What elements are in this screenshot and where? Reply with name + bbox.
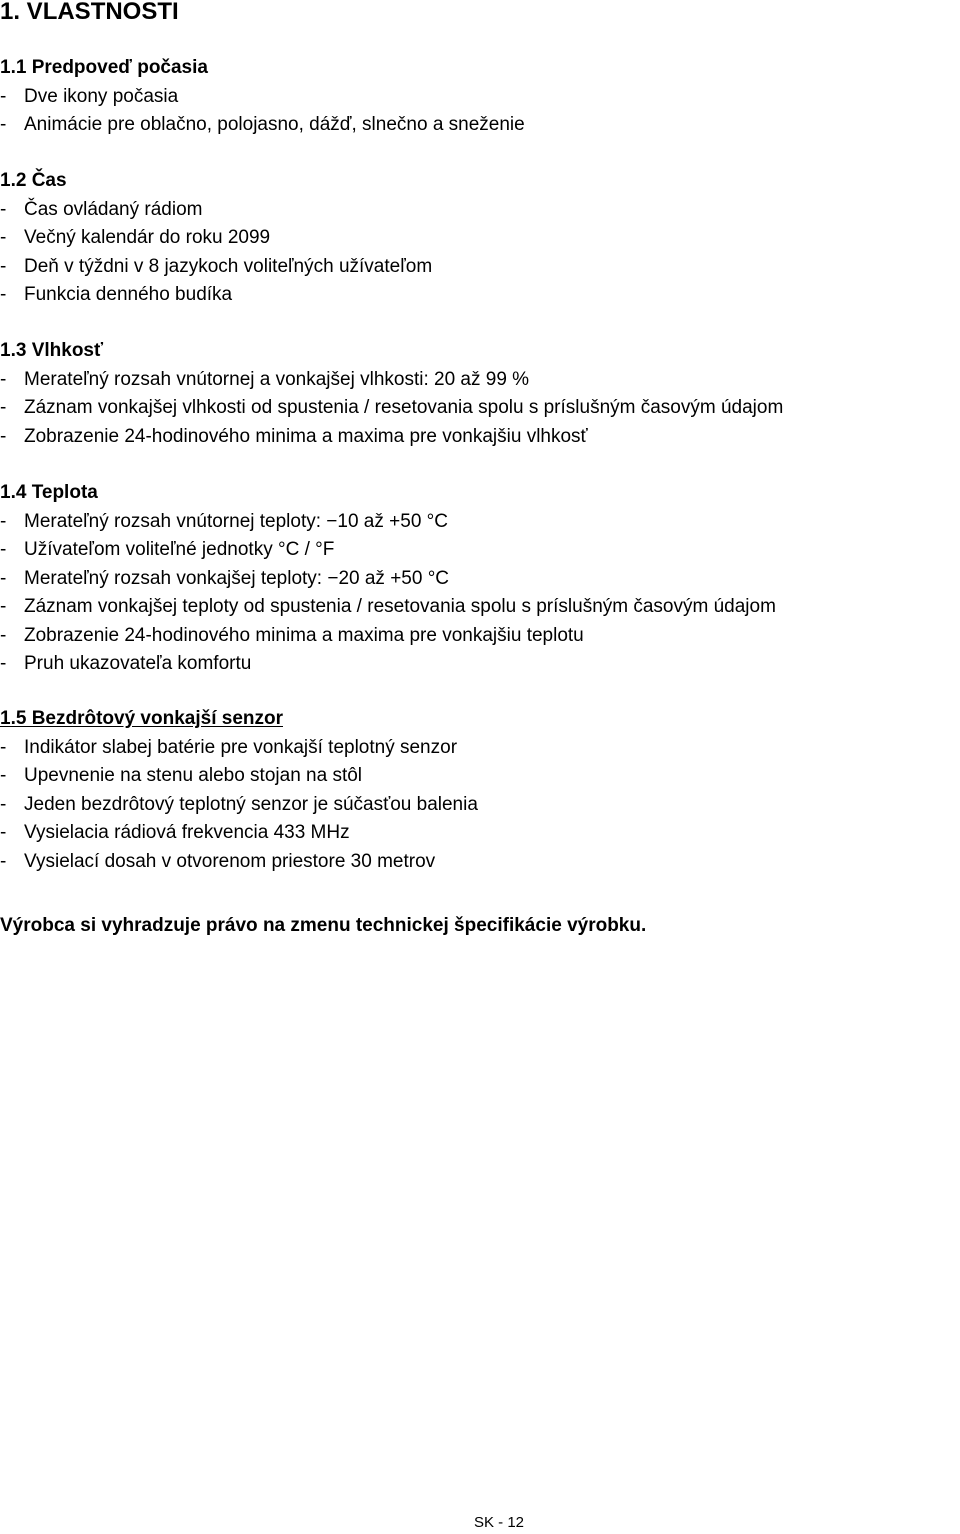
bullet-dash: - [0, 368, 7, 390]
list-item-text: Merateľný rozsah vonkajšej teploty: −20 až +50 °C [24, 567, 450, 589]
list-item-text: Indikátor slabej batérie pre vonkajší teplotný senzor [24, 736, 458, 758]
bullet-dash: - [0, 397, 7, 418]
list-item [0, 423, 783, 452]
list-item-text: Merateľný rozsah vnútornej teploty: −10 až +50 °C [24, 510, 448, 532]
list-item-text: Záznam vonkajšej teploty od spustenia / resetovania spolu s príslušným časovým údajom [24, 596, 776, 617]
list-item-text: Pruh ukazovateľa komfortu [24, 653, 252, 674]
bullet-dash: - [0, 653, 7, 674]
list-item [0, 224, 432, 253]
list-item [0, 394, 783, 423]
list-item-text: Vysielacia rádiová frekvencia 433 MHz [24, 822, 350, 843]
feature-list [0, 83, 525, 140]
bullet-dash: - [0, 284, 7, 305]
list-item-text: Záznam vonkajšej vlhkosti od spustenia / resetovania spolu s príslušným časovým údajom [24, 397, 784, 418]
bullet-dash: - [0, 114, 7, 135]
list-item [0, 762, 478, 791]
list-item-text: Dve ikony počasia [24, 85, 179, 107]
feature-list [0, 196, 432, 310]
bullet-dash: - [0, 567, 7, 589]
page-title: 1. VLASTNOSTI [0, 0, 179, 25]
bullet-dash: - [0, 425, 7, 447]
bullet-dash: - [0, 510, 7, 532]
bullet-dash: - [0, 793, 7, 815]
list-item [0, 848, 478, 877]
section-heading: 1.3 Vlhkosť [0, 340, 104, 361]
list-item [0, 111, 525, 140]
bullet-dash: - [0, 736, 7, 758]
feature-list [0, 366, 783, 452]
list-item-text: Užívateľom voliteľné jednotky °C / °F [24, 539, 335, 560]
list-item [0, 565, 776, 594]
section-time [0, 167, 432, 310]
section-heading: 1.2 Čas [0, 170, 67, 191]
list-item-text: Deň v týždni v 8 jazykoch voliteľných užívateľom [24, 255, 433, 277]
bullet-dash: - [0, 539, 7, 560]
disclaimer-text: Výrobca si vyhradzuje právo na zmenu technickej špecifikácie výrobku. [0, 915, 647, 936]
list-item-text: Animácie pre oblačno, polojasno, dážď, slnečno a sneženie [24, 114, 525, 135]
bullet-dash: - [0, 624, 7, 646]
list-item [0, 622, 776, 651]
list-item [0, 819, 478, 848]
list-item-text: Zobrazenie 24-hodinového minima a maxima pre vonkajšiu vlhkosť [24, 425, 588, 447]
bullet-dash: - [0, 227, 7, 248]
section-weather-forecast [0, 54, 525, 140]
bullet-dash: - [0, 765, 7, 786]
list-item-text: Merateľný rozsah vnútornej a vonkajšej vlhkosti: 20 až 99 % [24, 368, 530, 390]
list-item-text: Zobrazenie 24-hodinového minima a maxima pre vonkajšiu teplotu [24, 624, 584, 646]
section-humidity [0, 337, 783, 451]
list-item [0, 734, 478, 763]
list-item [0, 253, 432, 282]
list-item [0, 366, 783, 395]
section-wireless-sensor [0, 705, 478, 876]
section-temperature [0, 479, 776, 679]
list-item-text: Večný kalendár do roku 2099 [24, 227, 271, 248]
bullet-dash: - [0, 596, 7, 617]
list-item-text: Jeden bezdrôtový teplotný senzor je súčasťou balenia [24, 793, 478, 815]
list-item [0, 650, 776, 679]
list-item [0, 281, 432, 310]
section-heading: 1.5 Bezdrôtový vonkajší senzor [0, 708, 283, 729]
list-item [0, 83, 525, 112]
list-item [0, 536, 776, 565]
feature-list [0, 508, 776, 679]
section-heading: 1.4 Teplota [0, 482, 98, 503]
page-number: SK - 12 [474, 1514, 525, 1531]
list-item [0, 791, 478, 820]
list-item-text: Čas ovládaný rádiom [24, 198, 203, 220]
list-item [0, 196, 432, 225]
bullet-dash: - [0, 198, 7, 220]
bullet-dash: - [0, 85, 7, 107]
list-item-text: Funkcia denného budíka [24, 284, 233, 305]
section-heading: 1.1 Predpoveď počasia [0, 57, 208, 78]
bullet-dash: - [0, 255, 7, 277]
list-item-text: Upevnenie na stenu alebo stojan na stôl [24, 765, 363, 786]
bullet-dash: - [0, 850, 7, 872]
list-item-text: Vysielací dosah v otvorenom priestore 30 metrov [24, 850, 436, 872]
feature-list [0, 734, 478, 877]
list-item [0, 593, 776, 622]
bullet-dash: - [0, 822, 7, 843]
list-item [0, 508, 776, 537]
